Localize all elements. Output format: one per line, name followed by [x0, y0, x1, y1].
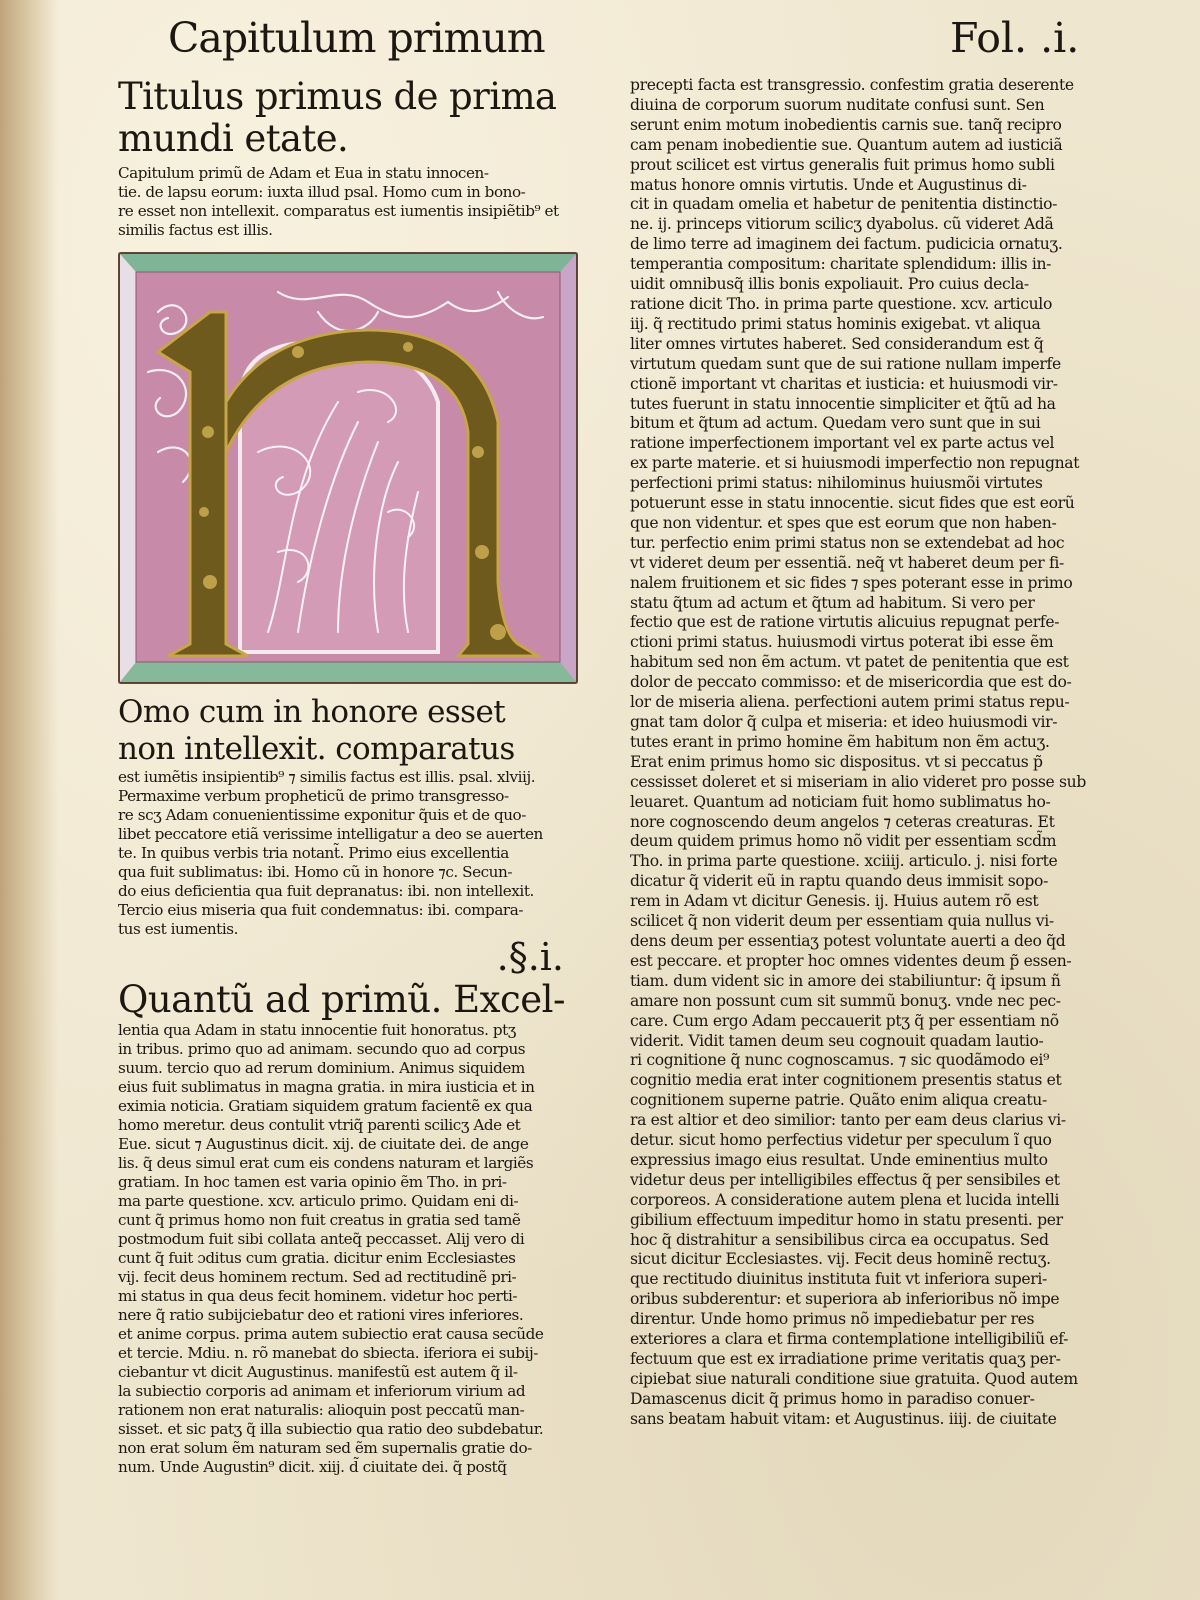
body-line: nore cognoscendo deum angelos ⁊ ceteras creaturas. Et: [630, 812, 1055, 831]
body-line: virtutum quedam sunt que de sui ratione nullam imperfe: [630, 354, 1061, 373]
body-line: Tho. in prima parte questione. xciiij. articulo. j. nisi forte: [630, 852, 1058, 871]
body-line: serunt enim motum inobedientis carnis sue. tanq̃ recipro: [630, 115, 1062, 134]
body-line: fectio que est de ratione virtutis alicuius repugnat perfe-: [630, 613, 1060, 632]
body-line: eius fuit sublimatus in magna gratia. in mira iusticia et in: [118, 1078, 535, 1096]
title-block: [118, 76, 576, 160]
body-line: ma parte questione. xcv. articulo primo. Quidam eni di-: [118, 1192, 519, 1210]
body-line: cunt q̃ fuit ɔditus cum gratia. dicitur enim Ecclesiastes: [118, 1249, 516, 1267]
body-line: ctionẽ important vt charitas et iusticia: et huiusmodi vir-: [630, 374, 1058, 393]
body-line: perfectioni primi status: nihilominus huiusmõi virtutes: [630, 474, 1043, 493]
left-column: [118, 76, 576, 1477]
body-line: gnat tam dolor q̃ culpa et miseria: et ideo huiusmodi vir-: [630, 713, 1058, 731]
body-line: sicut dicitur Ecclesiastes. vij. Fecit deus hominẽ rectuʒ.: [630, 1250, 1051, 1269]
body-line: expressius imago eius resultat. Unde eminentius multo: [630, 1150, 1048, 1169]
body-line: et tercie. Mdiu. n. rõ manebat do sbiecta. iferiora ei subij-: [118, 1344, 538, 1362]
body-line: tutes erant in primo homine ẽm habitum non ẽm actuʒ.: [630, 732, 1050, 751]
opening-big-line: non intellexit. comparatus: [118, 731, 515, 767]
body-line: lis. q̃ deus simul erat cum eis condens naturam et largiẽs: [118, 1154, 534, 1172]
body-line: lor de miseria aliena. perfectioni autem primi status repu-: [630, 693, 1070, 712]
body-line: ctioni primi status. huiusmodi virtus poterat ibi esse ẽm: [630, 633, 1054, 652]
body-line: la subiectio corporis ad animam et inferiorum virium ad: [118, 1382, 526, 1400]
body-line: lentia qua Adam in statu innocentie fuit honoratus. ptʒ: [118, 1021, 516, 1039]
illuminated-initial: [118, 252, 578, 684]
body-line: prout scilicet est virtus generalis fuit primus homo subli: [630, 155, 1055, 174]
body-line: detur. sicut homo perfectius videtur per speculum ĩ quo: [630, 1131, 1052, 1150]
body-line: tur. perfectio enim primi status non se extendebat ad hoc: [630, 533, 1065, 552]
opening-line: est iumẽtis insipientib⁹ ⁊ similis factus est illis. psal. xlviij.: [118, 768, 536, 786]
body-line: homo meretur. deus contulit vtriq̃ parenti scilicʒ Ade et: [118, 1116, 521, 1134]
body-line: vij. fecit deus hominem rectum. Sed ad rectitudinẽ pri-: [118, 1268, 517, 1286]
chapter-summary: [118, 164, 576, 240]
body-line: amare non possunt cum sit summũ bonuʒ. vnde nec pec-: [630, 991, 1061, 1010]
body-line: nere q̃ ratio subijciebatur deo et rationi vires inferiores.: [118, 1306, 524, 1324]
body-line: bitum et q̃tum ad actum. Quedam vero sunt que in sui: [630, 414, 1041, 433]
summary-line: similis factus est illis.: [118, 221, 273, 239]
title-line: Titulus primus de prima: [118, 75, 557, 118]
opening-big-line: Omo cum in honore esset: [118, 694, 506, 730]
body-line: dens deum per essentiaʒ potest voluntate auerti a deo q̃d: [630, 931, 1066, 950]
body-line: Erat enim primus homo sic dispositus. vt si peccatus p̃: [630, 752, 1043, 771]
body-line: est peccare. et propter hoc omnes videntes deum p̃ essen-: [630, 951, 1072, 970]
body-line: corporeos. A consideratione autem plena et lucida intelli: [630, 1190, 1060, 1209]
body-line: care. Cum ergo Adam peccauerit ptʒ q̃ per essentiam nõ: [630, 1011, 1059, 1030]
body-line: que non videntur. et spes que est eorum que non haben-: [630, 513, 1057, 532]
body-line: statu q̃tum ad actum et q̃tum ad habitum. Si vero per: [630, 593, 1035, 612]
body-line: ciebantur vt dicit Augustinus. manifestũ est autem q̃ il-: [118, 1363, 518, 1381]
body-line: gratiam. In hoc tamen est varia opinio ẽm Tho. in pri-: [118, 1173, 507, 1191]
body-line: tutes fuerunt in statu innocentie simpliciter et q̃tũ ad ha: [630, 394, 1056, 413]
body-line: potuerunt esse in statu innocentie. sicut fides que est eorũ: [630, 494, 1075, 513]
left-body: [118, 1021, 576, 1477]
body-line: cit in quadam omelia et habetur de penitentia distinctio-: [630, 195, 1058, 214]
summary-line: tie. de lapsu eorum: iuxta illud psal. Homo cum in bono-: [118, 183, 526, 201]
body-line: ra est altior et deo similior: tanto per eam deus clarius vi-: [630, 1111, 1066, 1130]
body-line: temperantia compositum: charitate splendidum: illis in-: [630, 255, 1052, 274]
body-line: ne. ij. princeps vitiorum scilicʒ dyabolus. cũ videret Adã: [630, 215, 1054, 234]
body-line: gibilium effectuum impeditur homo in statu presenti. per: [630, 1210, 1063, 1229]
body-line: Eue. sicut ⁊ Augustinus dicit. xij. de ciuitate dei. de ange: [118, 1135, 529, 1153]
running-head-chapter: Capitulum primum: [168, 14, 545, 62]
title-line: mundi etate.: [118, 117, 349, 160]
initial-letter-label: H: [118, 252, 119, 253]
body-line: cipiebat siue naturali conditione siue gratuita. Quod autem: [630, 1369, 1078, 1388]
body-line: precepti facta est transgressio. confestim gratia deserente: [630, 76, 1074, 94]
body-line: cessisset doleret et si miseriam in alio videret pro posse sub: [630, 772, 1086, 791]
body-line: habitum sed non ẽm actum. vt patet de penitentia que est: [630, 653, 1069, 672]
body-line: leuaret. Quantum ad noticiam fuit homo sublimatus ho-: [630, 792, 1051, 811]
body-line: ex parte materie. et si huiusmodi imperfectio non repugnat: [630, 454, 1080, 473]
body-line: tiam. dum vident sic in amore dei stabiliuntur: q̃ ipsum ñ: [630, 971, 1061, 990]
opening-line: te. In quibus verbis tria notant̃. Primo eius excellentia: [118, 844, 509, 862]
body-line: et anime corpus. prima autem subiectio erat causa secũde: [118, 1325, 544, 1343]
summary-line: Capitulum primũ de Adam et Eua in statu innocen-: [118, 164, 489, 182]
body-line: cunt q̃ primus homo non fuit creatus in gratia sed tamẽ: [118, 1211, 521, 1229]
body-line: exteriores a clara et firma contemplatione intelligibiliũ ef-: [630, 1330, 1069, 1349]
body-line: iij. q̃ rectitudo primi status hominis exigebat. vt aliqua: [630, 314, 1041, 333]
body-line: matus honore omnis virtutis. Unde et Augustinus di-: [630, 175, 1027, 194]
body-line: direntur. Unde homo primus nõ impediebatur per res: [630, 1310, 1035, 1329]
body-line: dicatur q̃ viderit eũ in raptu quando deus immisit sopo-: [630, 872, 1048, 891]
summary-line: re esset non intellexit. comparatus est iumentis insipiẽtib⁹ et: [118, 202, 559, 220]
body-line: scilicet q̃ non viderit deum per essentiam quia nullus vi-: [630, 912, 1054, 931]
body-line: suum. tercio quo ad rerum dominium. Animus siquidem: [118, 1059, 525, 1077]
section-mark: .§.i.: [496, 935, 564, 979]
body-line: mi status in qua deus fecit hominem. videtur hoc perti-: [118, 1287, 518, 1305]
body-line: cam penam inobedientie sue. Quantum autem ad iusticiã: [630, 135, 1063, 154]
body-line: Damascenus dicit q̃ primus homo in paradiso conuer-: [630, 1389, 1035, 1408]
opening-line: tus est iumentis.: [118, 920, 238, 938]
body-line: sans beatam habuit vitam: et Augustinus. iiij. de ciuitate: [630, 1409, 1057, 1428]
body-line: ratione dicit Tho. in prima parte questione. xcv. articulo: [630, 294, 1052, 313]
body-line: deum quidem primus homo nõ vidit per essentiam scd̃m: [630, 832, 1057, 851]
illuminated-initial-art: [118, 252, 578, 684]
body-line: fectuum que est ex irradiatione prime veritatis quaʒ per-: [630, 1350, 1061, 1368]
folio-number: Fol. .i.: [950, 14, 1080, 62]
opening-line: do eius deficientia qua fuit depranatus: ibi. non intellexit.: [118, 882, 534, 900]
body-line: vt videret deum per essentiã. neq̃ vt haberet deum per fi-: [630, 553, 1064, 572]
body-line: uidit omnibusq̃ illis bonis expoliauit. Pro cuius decla-: [630, 275, 1029, 294]
body-line: rem in Adam vt dicitur Genesis. ij. Huius autem rõ est: [630, 892, 1039, 911]
body-line: liter omnes virtutes haberet. Sed considerandum est q̃: [630, 334, 1044, 353]
opening-verse: [118, 694, 576, 939]
body-line: que rectitudo diuinitus instituta fuit vt inferiora superi-: [630, 1270, 1047, 1289]
body-line: dolor de peccato commisso: et de misericordia que est do-: [630, 673, 1072, 692]
opening-line: Permaxime verbum propheticũ de primo transgresso-: [118, 787, 509, 805]
body-line: hoc q̃ distrahitur a sensibilibus circa ea occupatus. Sed: [630, 1230, 1049, 1249]
body-line: cognitio media erat inter cognitionem presentis status et: [630, 1071, 1062, 1090]
page-gutter-shadow: [0, 0, 58, 1600]
body-line: de limo terre ad imaginem dei factum. pudicicia ornatuʒ.: [630, 235, 1063, 254]
section-heading: Quantũ ad primũ. Excel-: [118, 978, 565, 1021]
body-line: in tribus. primo quo ad animam. secundo quo ad corpus: [118, 1040, 526, 1058]
opening-line: qua fuit sublimatus: ibi. Homo cũ in honore ⁊c. Secun-: [118, 863, 513, 881]
opening-line: re scʒ Adam conuenientissime exponitur q̃uis et de quo-: [118, 806, 526, 824]
body-line: eximia noticia. Gratiam siquidem gratum facientẽ ex qua: [118, 1097, 533, 1115]
opening-line: Tercio eius miseria qua fuit condemnatus: ibi. compara-: [118, 901, 524, 919]
body-line: sisset. et sic patʒ q̃ illa subiectio qua ratio deo subdebatur.: [118, 1420, 544, 1438]
body-line: videtur deus per intelligibiles effectus q̃ per sensibiles et: [630, 1170, 1060, 1189]
body-line: rationem non erat naturalis: alioquin post peccatũ man-: [118, 1401, 525, 1419]
right-column: [630, 76, 1092, 1430]
body-line: oribus subderentur: et superiora ab inferioribus nõ impe: [630, 1290, 1060, 1309]
body-line: viderit. Vidit tamen deum seu cognouit quadam lautio-: [630, 1031, 1044, 1050]
body-line: cognitionem superne patrie. Quãto enim aliqua creatu-: [630, 1091, 1047, 1110]
body-line: ri cognitione q̃ nunc cognoscamus. ⁊ sic quodãmodo ei⁹: [630, 1051, 1049, 1070]
body-line: nalem fruitionem et sic fides ⁊ spes poterant esse in primo: [630, 573, 1073, 592]
body-line: diuina de corporum suorum nuditate confusi sunt. Sen: [630, 95, 1045, 114]
opening-line: libet peccatore etiã verissime intelligatur a deo se auerten: [118, 825, 543, 843]
body-line: num. Unde Augustin⁹ dicit. xiij. d̃ ciuitate dei. q̃ postq̃: [118, 1458, 507, 1476]
body-line: non erat solum ẽm naturam sed ẽm supernalis gratie do-: [118, 1439, 532, 1457]
body-line: postmodum fuit sibi collata anteq̃ peccasset. Alij vero di: [118, 1230, 525, 1248]
body-line: ratione imperfectionem important vel ex parte actus vel: [630, 434, 1055, 453]
